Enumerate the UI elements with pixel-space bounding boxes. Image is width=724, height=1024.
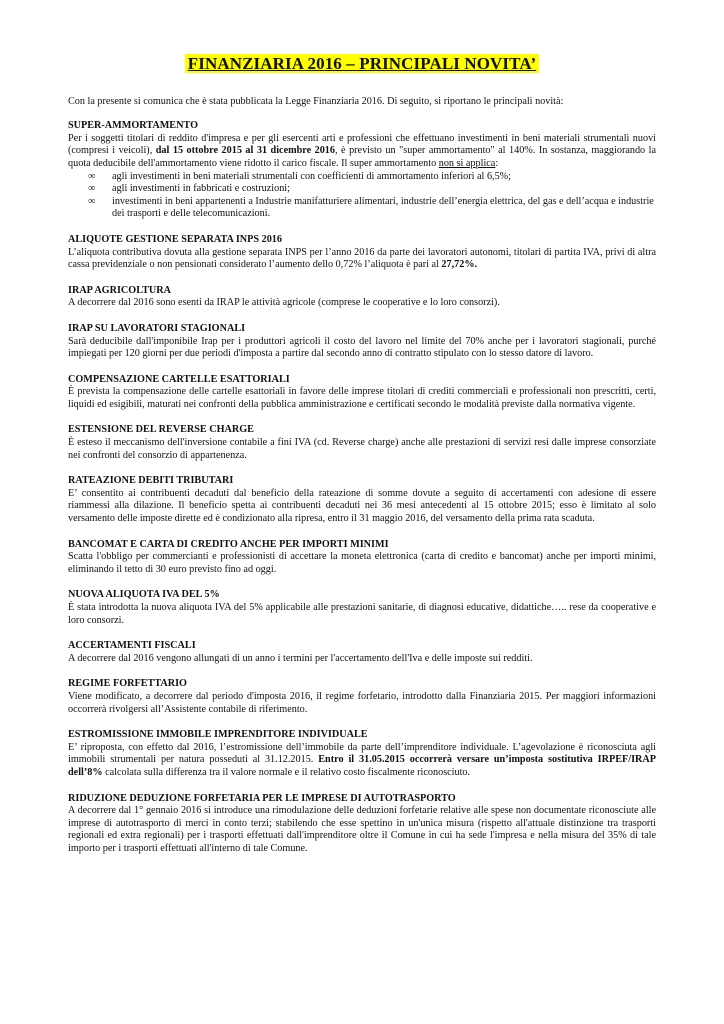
section-heading: RIDUZIONE DEDUZIONE FORFETARIA PER LE IMPRESE DI AUTOTRASPORTO bbox=[68, 792, 456, 804]
section-super-ammortamento bbox=[68, 120, 656, 221]
section-reverse-charge bbox=[68, 424, 656, 462]
section-body: Viene modificato, a decorrere dal periodo d'imposta 2016, il regime forfetario, introdotto dalla Finanziaria 2015. Per maggiori informazioni occorrerà rivolgersi all’Assistente contabile di riferimento. bbox=[68, 690, 656, 715]
list-item bbox=[88, 171, 656, 184]
section-heading: ESTROMISSIONE IMMOBILE IMPRENDITORE INDIVIDUALE bbox=[68, 729, 368, 741]
list-item-text: investimenti in beni appartenenti a Industrie manifatturiere alimentari, industrie dell’energia elettrica, del gas e dell’acqua e industrie dei trasporti e delle telecomunicazioni. bbox=[112, 195, 654, 220]
section-heading: BANCOMAT E CARTA DI CREDITO ANCHE PER IMPORTI MINIMI bbox=[68, 538, 389, 550]
section-heading: COMPENSAZIONE CARTELLE ESATTORIALI bbox=[68, 373, 290, 385]
bullet-glyph-icon: ∞ bbox=[88, 170, 96, 182]
bullet-glyph-icon: ∞ bbox=[88, 183, 96, 195]
section-body: A decorrere dal 1° gennaio 2016 si introduce una rimodulazione delle deduzioni forfetarie relative alle spese non documentate riconosciute alle imprese di autotrasporto di merci in conto terzi; stabilendo che esse spettino in un'unica misura (rispetto all'attuale distinzione tra trasporti regionali ed extra regionali) per i trasporti effettuati dall'imprenditore oltre il Comune in cui ha sede l'impresa e nella misura del 35% di tale importo per i trasporti effettuati all'interno di tale Comune. bbox=[68, 805, 656, 854]
section-body bbox=[68, 247, 656, 272]
body-text: calcolata sulla differenza tra il valore normale e il relativo costo fiscalmente riconosciuto. bbox=[102, 766, 471, 778]
section-estromissione bbox=[68, 729, 656, 779]
section-forfettario bbox=[68, 678, 656, 716]
section-body bbox=[68, 133, 656, 171]
section-inps bbox=[68, 234, 656, 272]
section-body: A decorrere dal 2016 sono esenti da IRAP le attività agricole (comprese le cooperative e lo loro consorzi). bbox=[68, 297, 500, 309]
body-bold: 27,72%. bbox=[441, 259, 478, 271]
section-heading: SUPER-AMMORTAMENTO bbox=[68, 120, 198, 132]
section-heading: REGIME FORFETTARIO bbox=[68, 678, 187, 690]
title-block bbox=[68, 54, 656, 74]
bullet-glyph-icon: ∞ bbox=[88, 195, 96, 207]
body-text: L’aliquota contributiva dovuta alla gestione separata INPS per l’anno 2016 da parte dei lavoratori autonomi, titolari di partita IVA, privi di altra cassa previdenziale o non pensionati considerato l’aumento dello 0,72% l’aliquota è pari al bbox=[68, 246, 656, 271]
section-body: Scatta l'obbligo per commercianti e professionisti di accettare la moneta elettronica (carta di credito e bancomat) anche per importi minimi, eliminando il tetto di 30 euro previsto fino ad oggi. bbox=[68, 551, 656, 575]
section-cartelle bbox=[68, 374, 656, 412]
section-body: È esteso il meccanismo dell'inversione contabile a fini IVA (cd. Reverse charge) anche alle prestazioni di servizi resi dalle imprese consorziate nei confronti del consorzio di appartenenza. bbox=[68, 437, 656, 461]
section-heading: IRAP SU LAVORATORI STAGIONALI bbox=[68, 322, 246, 334]
body-text: , è previsto un "super ammortamento" al 140%. In sostanza, maggiorando la quota deducibile dell'ammortamento viene ridotto il carico fiscale. Il super ammortamento bbox=[68, 145, 656, 169]
section-heading: ESTENSIONE DEL REVERSE CHARGE bbox=[68, 424, 254, 436]
list-item-text: agli investimenti in beni materiali strumentali con coefficienti di ammortamento inferiori al 6,5%; bbox=[112, 170, 511, 182]
section-iva-5 bbox=[68, 589, 656, 627]
section-bancomat bbox=[68, 539, 656, 577]
body-underline: non si applica bbox=[438, 157, 496, 169]
section-body bbox=[68, 742, 656, 780]
section-body: E’ consentito ai contribuenti decaduti dal beneficio della rateazione di somme dovute a seguito di accertamenti con adesione di essere riammessi alla dilazione. Il beneficio spetta ai contribuenti decaduti nei 36 mesi antecedenti al 15 ottobre 2015; esso è limitato al solo versamento delle imposte dirette ed è condizionato alla ripresa, entro il 31 maggio 2016, del versamento della prima rata scaduta. bbox=[68, 487, 656, 525]
section-body: A decorrere dal 2016 vengono allungati di un anno i termini per l'accertamento dell'Iva e delle imposte sui redditi. bbox=[68, 652, 533, 664]
section-heading: ALIQUOTE GESTIONE SEPARATA INPS 2016 bbox=[68, 233, 282, 245]
section-body: Sarà deducibile dall'imponibile Irap per i produttori agricoli il costo del lavoro nel limite del 70% anche per i lavoratori stagionali, purché impiegati per 120 giorni per due periodi d'imposta a partire dal secondo anno di contratto stipulato con lo stesso datore di lavoro. bbox=[68, 335, 656, 360]
body-text: : bbox=[495, 157, 499, 169]
section-accertamenti bbox=[68, 640, 656, 665]
body-text: Per i soggetti titolari di reddito d'impresa e per gli esercenti arti e professioni che effettuano investimenti in beni materiali strumentali nuovi (compresi i veicoli), bbox=[68, 132, 656, 157]
list-item-text: agli investimenti in fabbricati e costruzioni; bbox=[112, 183, 290, 195]
section-rateazione bbox=[68, 475, 656, 525]
intro-paragraph: Con la presente si comunica che è stata pubblicata la Legge Finanziaria 2016. Di seguito, si riportano le principali novità: bbox=[68, 95, 564, 107]
section-heading: NUOVA ALIQUOTA IVA DEL 5% bbox=[68, 589, 220, 601]
list-item bbox=[88, 196, 656, 221]
section-heading: ACCERTAMENTI FISCALI bbox=[68, 640, 196, 652]
section-body: È stata introdotta la nuova aliquota IVA del 5% applicabile alle prestazioni sanitarie, di diagnosi educative, didattiche….. rese da cooperative e loro consorzi. bbox=[68, 602, 656, 626]
list-item bbox=[88, 183, 656, 196]
bullet-list bbox=[68, 171, 656, 221]
section-irap-agricoltura bbox=[68, 285, 656, 310]
section-autotrasporto bbox=[68, 793, 656, 856]
body-text: E’ riproposta, con effetto dal 2016, l’estromissione dell’immobile da parte dell’imprenditore individuale. L’agevolazione è riconosciuta agli immobili strumentali per natura posseduti al 31.12.2015. bbox=[68, 741, 656, 766]
page-title: FINANZIARIA 2016 – PRINCIPALI NOVITA’ bbox=[185, 54, 539, 73]
body-bold: dal 15 ottobre 2015 al 31 dicembre 2016 bbox=[155, 145, 335, 157]
section-heading: IRAP AGRICOLTURA bbox=[68, 284, 171, 296]
section-irap-stagionali bbox=[68, 323, 656, 361]
body-bold: Entro il 31.05.2015 occorrerà versare un’imposta sostitutiva IRPEF/IRAP dell’8% bbox=[68, 754, 656, 778]
document-page bbox=[68, 54, 656, 869]
section-heading: RATEAZIONE DEBITI TRIBUTARI bbox=[68, 475, 234, 487]
section-body: È prevista la compensazione delle cartelle esattoriali in favore delle imprese titolari di crediti commerciali e professionali non prescritti, certi, liquidi ed esigibili, maturati nei confronti della pubblica amministrazione e certificati secondo le modalità previste dalla normativa vigente. bbox=[68, 386, 656, 410]
